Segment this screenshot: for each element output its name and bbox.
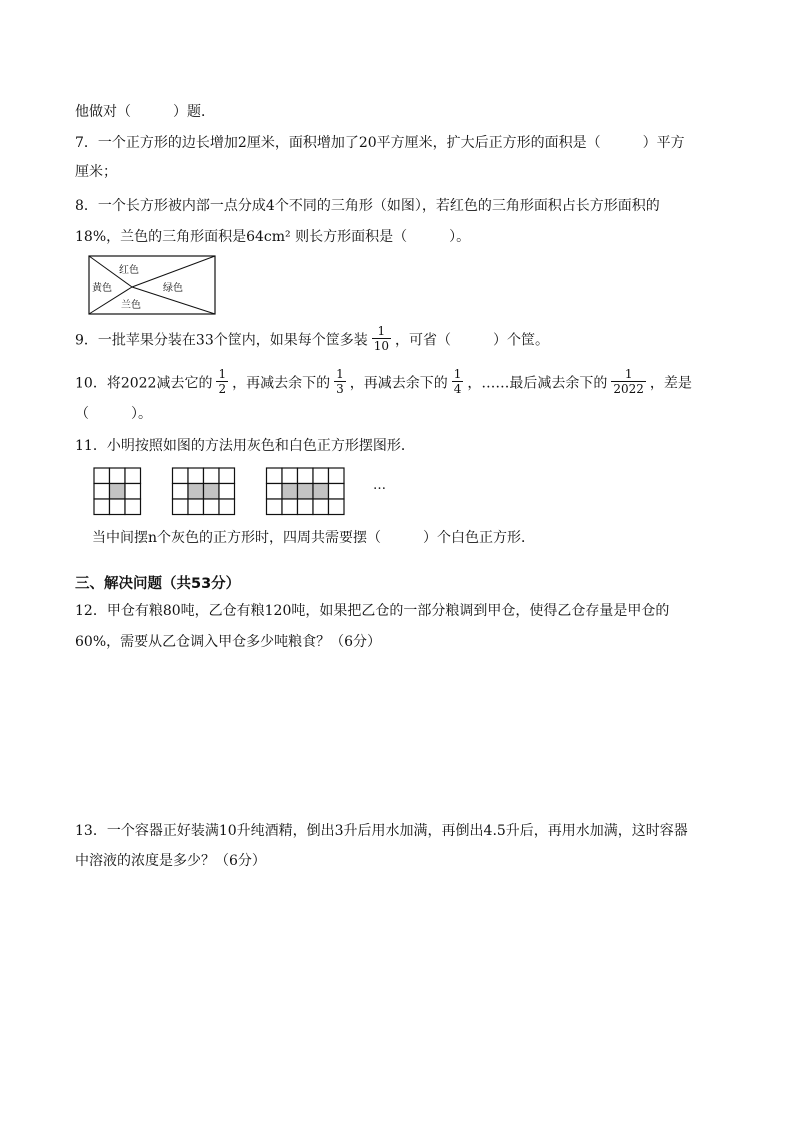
white-square [329, 484, 345, 500]
gray-square [110, 484, 126, 500]
question-8-line-2: 18%，兰色的三角形面积是64cm² 则长方形面积是（ ）。 [75, 229, 471, 245]
question-12-line-1: 12．甲仓有粮80吨，乙仓有粮120吨，如果把乙仓的一部分粮调到甲仓，使得乙仓存量是甲仓的 [75, 603, 670, 619]
rectangle-triangles-figure [88, 255, 216, 315]
fraction-numerator: 1 [218, 367, 227, 381]
question-7-line-2: 厘米； [75, 164, 117, 180]
fraction-one-over-2022 [611, 367, 646, 396]
fraction-denominator: 3 [336, 382, 344, 396]
white-square [329, 499, 345, 515]
white-square [329, 468, 345, 484]
white-square [298, 499, 314, 515]
tile-pattern-3 [267, 468, 345, 515]
fraction-numerator: 1 [453, 367, 462, 381]
question-13-line-2: 中溶液的浓度是多少？（6分） [75, 853, 266, 869]
white-square [298, 468, 314, 484]
question-10-text-mid-2: ，再减去余下的 [349, 375, 448, 392]
white-square [94, 484, 110, 500]
question-8-line-1: 8．一个长方形被内部一点分成4个不同的三角形（如图），若红色的三角形面积占长方形面积的 [75, 198, 660, 214]
blue-triangle-label: 兰色 [121, 300, 141, 311]
green-triangle-label: 绿色 [163, 283, 183, 294]
white-square [267, 468, 283, 484]
fraction-numerator: 1 [377, 324, 386, 338]
red-triangle-label: 红色 [119, 265, 139, 276]
white-square [125, 484, 141, 500]
white-square [313, 468, 329, 484]
question-11-prompt: 当中间摆n个灰色的正方形时，四周共需要摆（ ）个白色正方形． [92, 530, 536, 546]
white-square [219, 484, 235, 500]
question-9-text-before: 9．一批苹果分装在33个筐内，如果每个筐多装 [75, 332, 368, 349]
fraction-one-quarter [452, 367, 464, 396]
white-square [173, 468, 189, 484]
tile-pattern-1 [94, 468, 141, 515]
white-square [125, 499, 141, 515]
white-square [204, 468, 220, 484]
question-10-line-2: （ ）。 [75, 406, 152, 422]
white-square [173, 484, 189, 500]
gray-square [313, 484, 329, 500]
answer-line-previous: 他做对（ ）题． [75, 104, 215, 120]
question-10-text-end: ，差是 [649, 375, 692, 392]
fraction-one-tenth [372, 324, 391, 353]
white-square [267, 484, 283, 500]
tile-pattern-drawing [92, 466, 412, 520]
white-square [204, 499, 220, 515]
ellipsis: … [373, 478, 386, 493]
white-square [282, 468, 298, 484]
question-9 [75, 326, 549, 355]
question-9-text-after: ，可省（ ）个筐。 [395, 332, 550, 349]
question-10-text-start: 10．将2022减去它的 [75, 375, 213, 392]
fraction-denominator: 4 [453, 382, 462, 396]
tile-pattern-2 [173, 468, 235, 515]
white-square [110, 468, 126, 484]
gray-square [298, 484, 314, 500]
white-square [94, 499, 110, 515]
question-10-text-mid-1: ，再减去余下的 [232, 375, 331, 392]
question-11: 11．小明按照如图的方法用灰色和白色正方形摆图形． [75, 438, 415, 454]
fraction-one-half [216, 367, 228, 396]
white-square [125, 468, 141, 484]
white-square [267, 499, 283, 515]
yellow-triangle-label: 黄色 [92, 283, 112, 294]
fraction-denominator: 2 [218, 382, 227, 396]
question-13-line-1: 13．一个容器正好装满10升纯酒精，倒出3升后用水加满，再倒出4.5升后，再用水加满，这时容器 [75, 823, 688, 839]
white-square [313, 499, 329, 515]
white-square [282, 499, 298, 515]
fraction-numerator: 1 [624, 367, 633, 381]
tile-pattern-figure [92, 466, 412, 520]
white-square [94, 468, 110, 484]
question-10-text-mid-3: ，……最后减去余下的 [467, 375, 608, 392]
question-12-line-2: 60%，需要从乙仓调入甲仓多少吨粮食？（6分） [75, 634, 382, 650]
fraction-denominator: 10 [373, 339, 390, 353]
fraction-numerator: 1 [336, 367, 344, 381]
white-square [110, 499, 126, 515]
gray-square [282, 484, 298, 500]
fraction-denominator: 2022 [613, 382, 644, 396]
gray-square [188, 484, 204, 500]
section-heading: 三、解决问题（共53分） [75, 576, 241, 592]
white-square [188, 468, 204, 484]
white-square [219, 468, 235, 484]
white-square [173, 499, 189, 515]
gray-square [204, 484, 220, 500]
fraction-one-third [334, 367, 346, 396]
question-7-line-1: 7．一个正方形的边长增加2厘米，面积增加了20平方厘米，扩大后正方形的面积是（ ）平方 [75, 135, 685, 151]
white-square [188, 499, 204, 515]
question-10-line-1 [75, 369, 692, 398]
white-square [219, 499, 235, 515]
